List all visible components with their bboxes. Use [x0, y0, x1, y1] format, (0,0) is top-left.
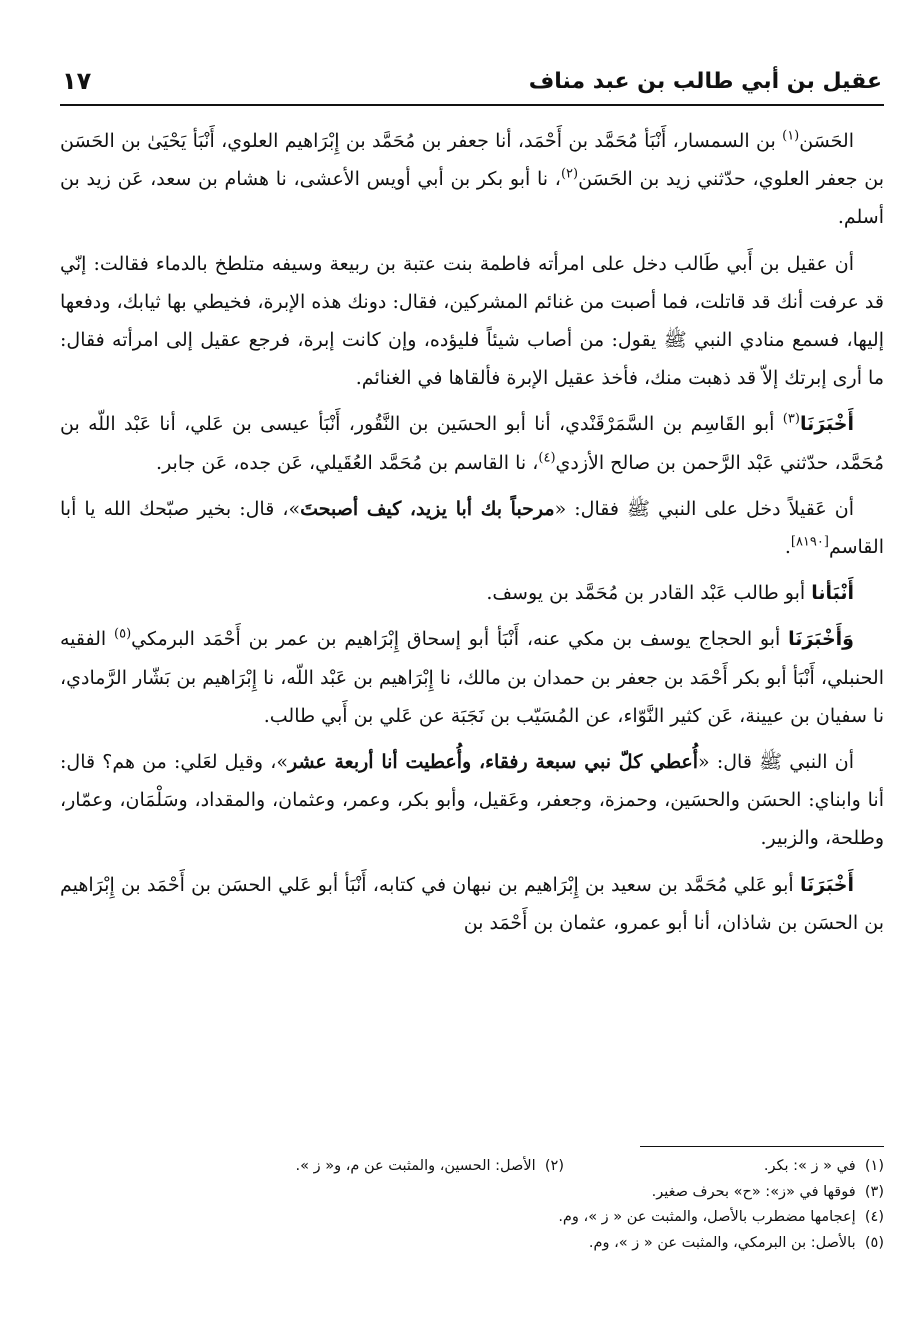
paragraph-text: . — [784, 536, 791, 559]
paragraph — [60, 743, 884, 858]
header-rule — [60, 104, 884, 106]
paragraph-text: أبو الحجاج يوسف بن مكي عنه، أَنْبَأ أبو إسحاق إِبْرَاهيم بن عمر بن أَحْمَد البرمكي — [131, 628, 789, 651]
paragraph-text: ، نا القاسم بن مُحَمَّد العُقَيلي، عَن جده، عَن جابر. — [156, 451, 539, 474]
paragraph — [60, 245, 884, 398]
footnotes — [60, 1154, 884, 1256]
paragraph-text: أبو القَاسِم بن السَّمَرْقَنْدي، أنا أبو الحسَين بن النَّقُور، أَنْبَأ عيسى بن عَلي، أنا عَبْد اللّه بن مُحَمَّد، حدّثني عَبْد الرَّحمن بن صالح الأزدي — [60, 413, 884, 474]
paragraph-text: أبو عَلي مُحَمَّد بن سعيد بن إِبْرَاهيم بن نبهان في كتابه، أَنْبَأ أبو عَلي الحسَن بن أَحْمَد بن إِبْرَاهيم بن الحسَن بن شاذان، أنا أبو عمرو، عثمان بن أَحْمَد بن — [60, 873, 884, 934]
paragraph-text: الحَسَن — [799, 130, 854, 152]
paragraph — [60, 122, 884, 237]
page-number: ١٧ — [62, 67, 92, 95]
paragraph — [60, 405, 884, 481]
footnote-marker: (٢) — [560, 166, 579, 182]
paragraph-text: الفقيه الحنبلي، أَنْبَأ أبو بكر أَحْمَد بن جعفر بن حمدان بن مالك، نا إِبْرَاهيم بن عَبْد اللّه، نا إِبْرَاهيم بن بَشّار الرَّمادي، نا سفيان بن عيينة، عَن كثير النَّوّاء، عن المُسَيّب بن نَجَبَة عن عَلي بن أَبي طالب. — [60, 628, 884, 727]
footnote-rule — [640, 1146, 884, 1147]
footnote: (٣) فوقها في «ز»: «ح» بحرف صغير. — [651, 1183, 884, 1200]
paragraph — [60, 574, 884, 612]
hadith-quote: مرحباً بك أبا يزيد، كيف أصبحتَ — [300, 497, 555, 520]
paragraph-text: أن النبي ﷺ قال: « — [698, 751, 854, 774]
paragraph-text: أن عقيل بن أَبي طَالب دخل على امرأته فاطمة بنت عتبة بن ربيعة وسيفه متلطخ بالدماء فقالت: إنّي قد عرفت أنك قد قاتلت، فما أصبت من غنائم المشركين، فقال: دونك هذه الإبرة، فخيطي بها ثيابك، ودفعها إليها، فسمع منادي النبي ﷺ يقول: من أصاب شيئاً فليؤده، وإن كانت إبرة، فرجع عقيل إلى امرأته فقال: ما أرى إبرتك إلاّ قد ذهبت منك، فأخذ عقيل الإبرة فألقاها في الغنائم. — [60, 252, 884, 390]
hadith-quote: أُعطي كلّ نبي سبعة رفقاء، وأُعطيت أنا أربعة عشر — [287, 751, 699, 774]
paragraph-text: أن عَقيلاً دخل على النبي ﷺ فقال: « — [554, 497, 854, 520]
footnote-marker: (٣) — [782, 412, 800, 428]
footnote: (٥) بالأصل: بن البرمكي، والمثبت عن « ز »، وم. — [588, 1234, 884, 1251]
paragraph-lead: أَخْبَرَنَا — [799, 413, 854, 436]
main-text — [60, 122, 884, 950]
footnote-marker: (٤) — [538, 450, 556, 466]
paragraph-text: »، قال: بخير صبّحك الله يا أبا القاسم — [60, 497, 884, 559]
paragraph-lead: وَأَخْبَرَنَا — [788, 628, 854, 651]
paragraph-text: بن السمسار، أَنْبَأ مُحَمَّد بن أَحْمَد، أنا جعفر بن مُحَمَّد بن إِبْرَاهيم العلوي، أَنْبَأ يَحْيَىٰ بن الحَسَن بن جعفر العلوي، حدّثني زيد بن الحَسَن — [60, 130, 884, 191]
paragraph-text: أبو طالب عَبْد القادر بن مُحَمَّد بن يوسف. — [486, 582, 812, 605]
footnote: (٢) الأصل: الحسين، والمثبت عن م، و« ز ». — [295, 1158, 564, 1174]
paragraph-lead: أَنْبَأنا — [811, 582, 854, 605]
footnote-marker: (٥) — [114, 627, 132, 643]
footnote-row — [60, 1154, 884, 1180]
footnote-marker: (١) — [782, 128, 800, 144]
paragraph — [60, 490, 884, 566]
paragraph — [60, 866, 884, 942]
paragraph-text: ، نا أبو بكر بن أبي أويس الأعشى، نا هشام بن سعد، عَن زيد بن أسلم. — [60, 168, 884, 229]
footnote-marker: [٨١٩٠] — [790, 534, 829, 550]
footnote: (٤) إعجامها مضطرب بالأصل، والمثبت عن « ز »، وم. — [558, 1209, 884, 1225]
paragraph-text: »، وقيل لعَلي: من هم؟ قال: أنا وابناي: الحسَن والحسَين، وحمزة، وجعفر، وعَقيل، وأبو بكر، وعمر، وعثمان، والمقداد، وسَلْمَان، وعمّار، وطلحة، والزبير. — [60, 751, 884, 850]
page-header — [62, 62, 882, 100]
running-title: عقيل بن أبي طالب بن عبد مناف — [528, 68, 882, 94]
paragraph-lead: أَخْبَرَنَا — [799, 873, 854, 896]
footnote: (١) في « ز »: بكر. — [763, 1158, 884, 1174]
paragraph — [60, 620, 884, 735]
